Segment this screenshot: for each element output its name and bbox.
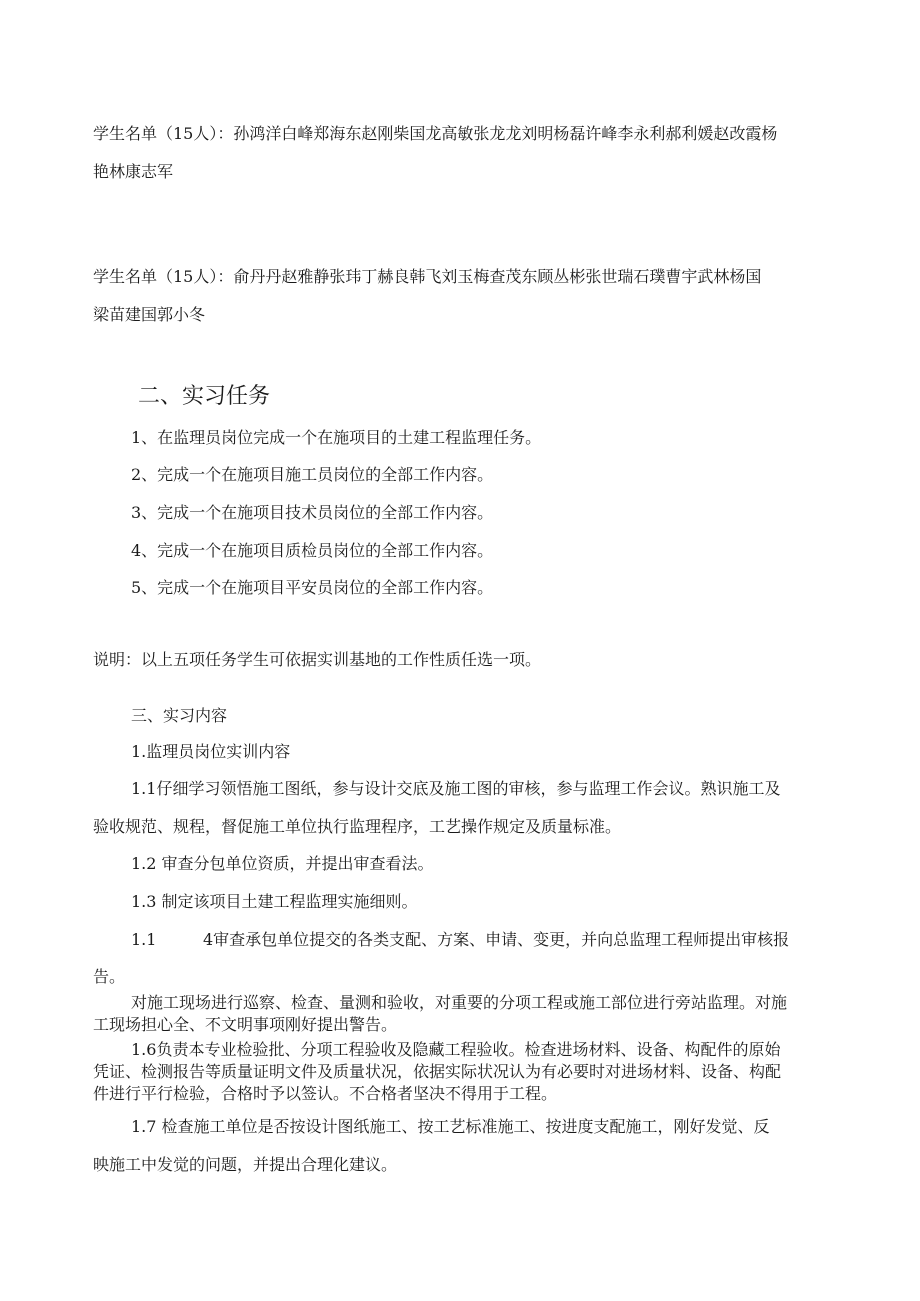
task-item-5: 5、完成一个在施项目平安员岗位的全部工作内容。 (131, 578, 494, 597)
item-1-6-line-1: 1.6负责本专业检验批、分项工程验收及隐藏工程验收。检查进场材料、设备、构配件的原始 (131, 1040, 781, 1059)
student-list-2-line-2: 梁苗建国郭小冬 (93, 305, 206, 324)
item-1-5-line-2: 工现场担心全、不文明事项刚好提出警告。 (93, 1015, 398, 1034)
student-list-1-line-2: 艳林康志军 (93, 162, 174, 181)
task-note: 说明：以上五项任务学生可依据实训基地的工作性质任选一项。 (93, 650, 542, 669)
item-1-3: 1.3 制定该项目土建工程监理实施细则。 (131, 892, 418, 911)
task-item-1: 1、在监理员岗位完成一个在施项目的土建工程监理任务。 (131, 428, 542, 447)
item-1-4-number: 1.1 (131, 930, 157, 949)
item-1-1-line-1: 1.1仔细学习领悟施工图纸，参与设计交底及施工图的审核，参与监理工作会议。熟识施工及 (131, 779, 781, 798)
item-1-5-line-1: 对施工现场进行巡察、检查、量测和验收，对重要的分项工程或施工部位进行旁站监理。对施 (131, 993, 788, 1012)
item-1-4-line-2: 告。 (93, 967, 126, 986)
item-1-7-line-1: 1.7 检查施工单位是否按设计图纸施工、按工艺标准施工、按进度支配施工，刚好发觉、反 (131, 1117, 770, 1136)
item-1-1-line-2: 验收规范、规程，督促施工单位执行监理程序，工艺操作规定及质量标准。 (93, 817, 622, 836)
section-2-heading: 二、实习任务 (138, 384, 271, 409)
student-list-1-line-1: 学生名单（15人）：孙鸿洋白峰郑海东赵刚柴国龙高敏张龙龙刘明杨磊许峰李永利郝利媛赵改霞杨 (93, 124, 778, 143)
task-item-2: 2、完成一个在施项目施工员岗位的全部工作内容。 (131, 465, 494, 484)
item-1-6-line-3: 件进行平行检验，合格时予以签认。不合格者坚决不得用于工程。 (93, 1084, 558, 1103)
item-1-4-line-1: 4审查承包单位提交的各类支配、方案、申请、变更，并向总监理工程师提出审核报 (203, 930, 790, 949)
section-3-heading: 三、实习内容 (131, 706, 228, 725)
task-item-4: 4、完成一个在施项目质检员岗位的全部工作内容。 (131, 541, 494, 560)
item-1-6-line-2: 凭证、检测报告等质量证明文件及质量状况，依据实际状况认为有必要时对进场材料、设备、构配 (93, 1062, 782, 1081)
item-1-7-line-2: 映施工中发觉的问题，并提出合理化建议。 (93, 1155, 398, 1174)
item-1-2: 1.2 审查分包单位资质，并提出审查看法。 (131, 854, 434, 873)
task-item-3: 3、完成一个在施项目技术员岗位的全部工作内容。 (131, 503, 494, 522)
student-list-2-line-1: 学生名单（15人）：俞丹丹赵雅静张玮丁赫良韩飞刘玉梅查茂东顾丛彬张世瑞石璞曹宇武林杨国 (93, 267, 762, 286)
section-3-subtitle: 1.监理员岗位实训内容 (131, 742, 291, 761)
